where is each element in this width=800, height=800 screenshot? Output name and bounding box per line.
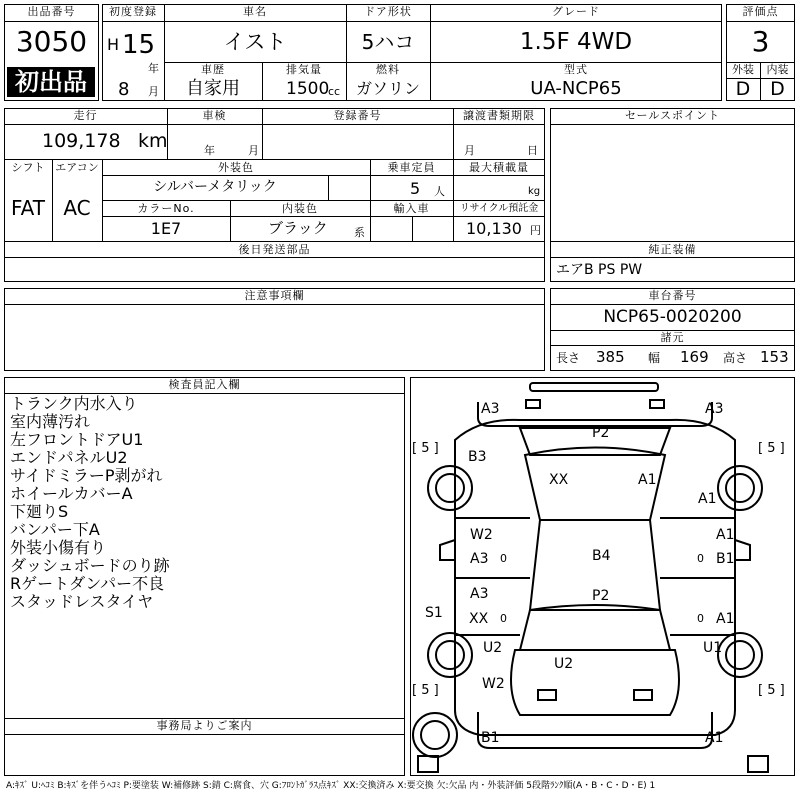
color: シルバーメタリック <box>153 179 277 195</box>
mark-roof-right: A1 <box>638 472 657 488</box>
width: 169 <box>680 348 709 366</box>
mark-left-rear-zero: 0 <box>500 552 507 565</box>
mark-front-left: B1 <box>481 730 500 746</box>
mark-right-rear-zero: 0 <box>697 552 704 565</box>
inspection-year-unit: 年 <box>204 144 215 157</box>
fuel: ガソリン <box>355 79 420 98</box>
model-code: UA-NCP65 <box>530 78 622 99</box>
mark-left-front-lower: W2 <box>482 676 505 692</box>
inspector-note-line: ダッシュボードのり跡 <box>10 556 170 575</box>
mileage-label: 走行 <box>73 109 98 122</box>
inspector-note-line: エンドパネルU2 <box>10 448 128 467</box>
office-notice-label: 事務局よりご案内 <box>156 719 253 732</box>
mark-rear-glass: P2 <box>592 425 610 441</box>
width-label: 幅 <box>648 351 661 365</box>
ac-label: エアコン <box>55 161 99 174</box>
tire-rear-left: [ 5 ] <box>412 441 439 456</box>
later-parts-label: 後日発送部品 <box>238 243 311 256</box>
tire-rear-right: [ 5 ] <box>758 441 785 456</box>
mark-front-glass: P2 <box>592 588 610 604</box>
interior-color-label: 内装色 <box>282 202 318 215</box>
interior-color: ブラック <box>268 219 328 237</box>
reg-year-unit: 年 <box>148 62 159 75</box>
first-listing-badge: 初出品 <box>7 67 95 97</box>
inspection-month-unit: 月 <box>248 144 259 157</box>
seats: 5 <box>410 179 421 198</box>
inspector-note-line: スタッドレスタイヤ <box>10 592 154 611</box>
door-type: 5ハコ <box>361 30 415 54</box>
history-label: 車歴 <box>201 63 225 76</box>
color-no: 1E7 <box>150 219 182 238</box>
inspector-note-line: バンパー下A <box>10 520 100 539</box>
interior-label: 内装 <box>766 63 789 76</box>
mark-left-rear-door-top: W2 <box>470 527 493 543</box>
car-name-label: 車名 <box>243 5 267 18</box>
reg-label: 初度登録 <box>109 5 157 18</box>
recycle-label: リサイクル預託金 <box>459 203 539 214</box>
mark-left-rear-quarter: B3 <box>468 449 487 465</box>
height: 153 <box>760 348 789 366</box>
mark-roof: B4 <box>592 548 611 564</box>
history: 自家用 <box>186 78 240 99</box>
grade: 1.5F 4WD <box>519 29 633 55</box>
mark-left-front-door: XX <box>469 611 489 627</box>
inspector-note-line: 左フロントドアU1 <box>10 430 144 449</box>
car-name: イスト <box>223 30 287 54</box>
mark-left-sill: S1 <box>425 605 443 621</box>
lot-label: 出品番号 <box>27 5 76 18</box>
recycle-fee: 10,130 <box>466 219 522 238</box>
inspection-label: 車検 <box>202 109 227 122</box>
equipment-label: 純正装備 <box>648 243 697 256</box>
ac: AC <box>63 196 91 220</box>
sales-points-label: セールスポイント <box>624 109 720 122</box>
mileage-unit: km <box>138 130 168 152</box>
inspector-note-line: トランク内水入り <box>10 394 138 413</box>
door-label: ドア形状 <box>364 5 412 18</box>
load-unit: kg <box>528 186 541 197</box>
color-label: 外装色 <box>218 161 254 174</box>
mark-right-rear-door: B1 <box>716 551 735 567</box>
reg-no-label: 登録番号 <box>333 109 382 122</box>
shift-label: シフト <box>11 161 45 174</box>
color-no-label: カラーNo. <box>137 202 195 215</box>
dims-label: 諸元 <box>660 331 685 344</box>
doc-day-unit: 日 <box>527 144 538 157</box>
exterior-label: 外装 <box>732 63 754 76</box>
mark-left-rear-door: A3 <box>470 551 489 567</box>
score-label: 評価点 <box>742 5 779 18</box>
legend: A:ｷｽﾞ U:ﾍｺﾐ B:ｷｽﾞを伴うﾍｺﾐ P:要塗装 W:補修跡 S:錆 C:腐食、穴 G:ﾌﾛﾝﾄｶﾞﾗｽ点ｷｽﾞ XX:交換済み X:要交換 欠:欠品 内・外装評価 5段階ﾗﾝｸ順(A・B・C・D・E) 1 <box>6 781 656 791</box>
height-label: 高さ <box>723 351 748 365</box>
mark-roof-left: XX <box>549 472 569 488</box>
length-label: 長さ <box>556 351 581 365</box>
lot-number: 3050 <box>15 25 88 58</box>
load-label: 最大積載量 <box>469 161 529 174</box>
tire-front-right: [ 5 ] <box>758 683 785 698</box>
reg-month: 8 <box>118 79 130 100</box>
mark-right-fender: U1 <box>703 640 723 656</box>
mark-left-front-zero: 0 <box>500 612 507 625</box>
displacement: 1500 <box>286 79 330 99</box>
score: 3 <box>751 25 770 58</box>
inspector-note-line: Rゲートダンパー不良 <box>10 574 165 593</box>
import-label: 輸入車 <box>393 202 430 215</box>
tire-front-left: [ 5 ] <box>412 683 439 698</box>
seats-label: 乗車定員 <box>387 161 436 174</box>
chassis-label: 車台番号 <box>648 289 697 302</box>
equipment: エアB PS PW <box>556 262 643 278</box>
inspector-note-line: サイドミラーP剥がれ <box>10 466 163 485</box>
mark-right-front-door: A1 <box>716 611 735 627</box>
inspector-note-line: 室内薄汚れ <box>10 412 91 431</box>
mark-left-fender: U2 <box>483 640 503 656</box>
reg-month-unit: 月 <box>148 85 159 98</box>
mark-right-rear-door-top: A1 <box>716 527 735 543</box>
mark-front-right: A1 <box>705 730 724 746</box>
chassis-number: NCP65-0020200 <box>603 307 742 327</box>
mark-hood: U2 <box>554 656 574 672</box>
reg-year: 15 <box>122 30 156 60</box>
model-label: 型式 <box>564 63 588 76</box>
mark-rear-left: A3 <box>481 401 500 417</box>
mark-right-front-zero: 0 <box>697 612 704 625</box>
recycle-unit: 円 <box>530 224 541 237</box>
doc-month-unit: 月 <box>464 144 475 157</box>
inspector-note-line: 外装小傷有り <box>10 538 107 557</box>
seats-unit: 人 <box>434 185 445 198</box>
shift: FAT <box>10 196 45 220</box>
mark-left-front-door-top: A3 <box>470 586 489 602</box>
inspector-note-line: ホイールカバーA <box>10 484 133 503</box>
interior-color-unit: 系 <box>354 226 365 239</box>
inspector-note-line: 下廻りS <box>10 502 69 521</box>
grade-label: グレード <box>552 5 600 18</box>
length: 385 <box>596 348 625 366</box>
mark-right-rear-quarter: A1 <box>698 491 717 507</box>
exterior-grade: D <box>735 78 751 100</box>
mark-rear-right: A3 <box>705 401 724 417</box>
fuel-label: 燃料 <box>376 63 400 76</box>
doc-deadline-label: 譲渡書類期限 <box>463 109 535 122</box>
interior-grade: D <box>770 78 785 100</box>
displacement-unit: cc <box>328 85 341 98</box>
displacement-label: 排気量 <box>286 63 322 76</box>
mileage: 109,178 <box>42 130 121 152</box>
inspector-label: 検査員記入欄 <box>168 378 241 391</box>
caution-label: 注意事項欄 <box>244 289 305 302</box>
reg-era: H <box>107 35 120 54</box>
